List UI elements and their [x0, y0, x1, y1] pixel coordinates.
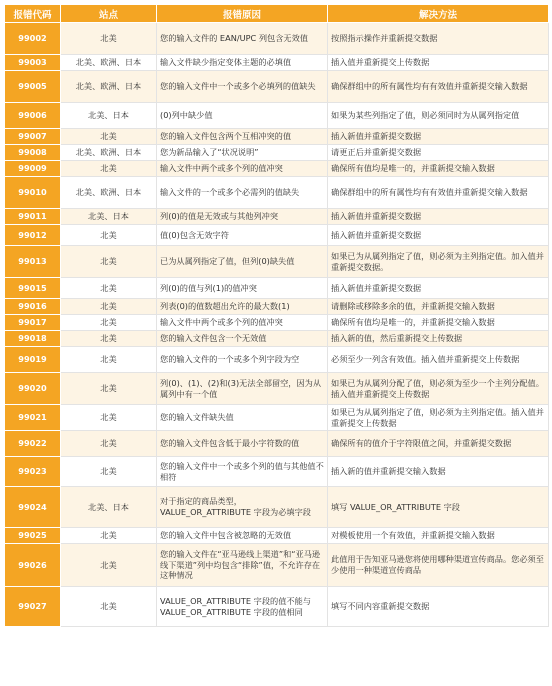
reason-cell: VALUE_OR_ATTRIBUTE 字段的值不能与 VALUE_OR_ATTRIBUTE 字段的值相同 [157, 587, 328, 627]
reason-cell: 您的输入文件包含一个无效值 [157, 331, 328, 347]
solution-cell: 如果已为从属列指定了值，则必须为主列指定值。插入值并重新提交上传数据 [328, 405, 549, 431]
reason-cell: 您的输入文件中一个或多个列的值与其他值不相符 [157, 457, 328, 487]
reason-cell: 您的输入文件的一个或多个列字段为空 [157, 347, 328, 373]
table-row [5, 487, 549, 528]
table-row [5, 161, 549, 177]
site-cell: 北美 [61, 23, 157, 55]
solution-cell: 请更正后并重新提交数据 [328, 145, 549, 161]
header-reason: 报错原因 [157, 5, 328, 23]
site-cell: 北美、欧洲、日本 [61, 71, 157, 103]
table-row [5, 431, 549, 457]
reason-cell: 值(0)包含无效字符 [157, 225, 328, 246]
table-row [5, 457, 549, 487]
reason-cell: 您为新品输入了“状况说明” [157, 145, 328, 161]
reason-cell: 您的输入文件在“亚马逊线上渠道”和“亚马逊线下渠道”列中均包含“排除”值，不允许存在这种情况 [157, 544, 328, 587]
site-cell: 北美 [61, 225, 157, 246]
site-cell: 北美 [61, 405, 157, 431]
solution-cell: 填写不同内容重新提交数据 [328, 587, 549, 627]
solution-cell: 此值用于告知亚马逊您将使用哪种渠道宣传商品。您必须至少使用一种渠道宣传商品 [328, 544, 549, 587]
error-code-cell: 99008 [5, 145, 61, 161]
error-code-cell: 99002 [5, 23, 61, 55]
site-cell: 北美 [61, 246, 157, 278]
reason-cell: (0)列中缺少值 [157, 103, 328, 129]
error-code-cell: 99018 [5, 331, 61, 347]
table-row [5, 299, 549, 315]
solution-cell: 如果为某些列指定了值，则必须同时为从属列指定值 [328, 103, 549, 129]
table-row [5, 225, 549, 246]
solution-cell: 对模板使用一个有效值，并重新提交输入数据 [328, 528, 549, 544]
solution-cell: 请删除或移除多余的值，并重新提交输入数据 [328, 299, 549, 315]
error-code-cell: 99015 [5, 278, 61, 299]
solution-cell: 确保所有值均是唯一的，并重新提交输入数据 [328, 315, 549, 331]
site-cell: 北美 [61, 528, 157, 544]
site-cell: 北美、日本 [61, 103, 157, 129]
site-cell: 北美、日本 [61, 209, 157, 225]
solution-cell: 确保群组中的所有属性均有有效值并重新提交输入数据 [328, 177, 549, 209]
solution-cell: 必须至少一列含有效值。插入值并重新提交上传数据 [328, 347, 549, 373]
error-code-cell: 99016 [5, 299, 61, 315]
reason-cell: 输入文件的一个或多个必需列的值缺失 [157, 177, 328, 209]
header-error-code: 报错代码 [5, 5, 61, 23]
error-code-cell: 99017 [5, 315, 61, 331]
solution-cell: 插入新的值，然后重新提交上传数据 [328, 331, 549, 347]
site-cell: 北美 [61, 129, 157, 145]
header-solution: 解决方法 [328, 5, 549, 23]
error-code-cell: 99009 [5, 161, 61, 177]
site-cell: 北美 [61, 431, 157, 457]
reason-cell: 输入文件中两个或多个列的值冲突 [157, 315, 328, 331]
table-row [5, 315, 549, 331]
site-cell: 北美 [61, 331, 157, 347]
site-cell: 北美 [61, 347, 157, 373]
table-row [5, 587, 549, 627]
site-cell: 北美 [61, 315, 157, 331]
site-cell: 北美 [61, 373, 157, 405]
solution-cell: 如果已为从属列指定了值，则必须为主列指定值。加入值并重新提交数据。 [328, 246, 549, 278]
error-code-cell: 99023 [5, 457, 61, 487]
reason-cell: 您的输入文件缺失值 [157, 405, 328, 431]
table-row [5, 331, 549, 347]
site-cell: 北美、欧洲、日本 [61, 177, 157, 209]
table-row [5, 405, 549, 431]
reason-cell: 已为从属列指定了值，但列(0)缺失值 [157, 246, 328, 278]
reason-cell: 列(0)的值是无效或与其他列冲突 [157, 209, 328, 225]
table-row [5, 528, 549, 544]
solution-cell: 填写 VALUE_OR_ATTRIBUTE 字段 [328, 487, 549, 528]
table-row [5, 246, 549, 278]
error-code-cell: 99011 [5, 209, 61, 225]
solution-cell: 插入值并重新提交上传数据 [328, 55, 549, 71]
solution-cell: 插入新值并重新提交数据 [328, 209, 549, 225]
error-code-cell: 99027 [5, 587, 61, 627]
solution-cell: 插入新值并重新提交数据 [328, 278, 549, 299]
site-cell: 北美、日本 [61, 487, 157, 528]
site-cell: 北美、欧洲、日本 [61, 145, 157, 161]
table-row [5, 278, 549, 299]
solution-cell: 按照指示操作并重新提交数据 [328, 23, 549, 55]
reason-cell: 列(0)、(1)、(2)和(3)无法全部留空，因为从属列中有一个值 [157, 373, 328, 405]
error-code-cell: 99003 [5, 55, 61, 71]
table-row [5, 373, 549, 405]
error-code-table [4, 4, 549, 627]
site-cell: 北美、欧洲、日本 [61, 55, 157, 71]
solution-cell: 插入新值并重新提交数据 [328, 225, 549, 246]
table-row [5, 55, 549, 71]
table-header-row [5, 5, 549, 23]
site-cell: 北美 [61, 587, 157, 627]
table-row [5, 209, 549, 225]
error-code-cell: 99012 [5, 225, 61, 246]
table-body [5, 23, 549, 627]
site-cell: 北美 [61, 544, 157, 587]
error-code-cell: 99013 [5, 246, 61, 278]
error-code-cell: 99005 [5, 71, 61, 103]
error-code-cell: 99006 [5, 103, 61, 129]
reason-cell: 对于指定的商品类型，VALUE_OR_ATTRIBUTE 字段为必填字段 [157, 487, 328, 528]
reason-cell: 列表(0)的值数超出允许的最大数(1) [157, 299, 328, 315]
error-code-cell: 99024 [5, 487, 61, 528]
error-code-cell: 99021 [5, 405, 61, 431]
solution-cell: 插入新的值并重新提交输入数据 [328, 457, 549, 487]
solution-cell: 确保所有的值介于字符限值之间，并重新提交数据 [328, 431, 549, 457]
reason-cell: 您的输入文件中包含被忽略的无效值 [157, 528, 328, 544]
table-row [5, 347, 549, 373]
table-row [5, 23, 549, 55]
error-code-cell: 99007 [5, 129, 61, 145]
site-cell: 北美 [61, 278, 157, 299]
reason-cell: 您的输入文件包含两个互相冲突的值 [157, 129, 328, 145]
table-row [5, 103, 549, 129]
reason-cell: 列(0)的值与列(1)的值冲突 [157, 278, 328, 299]
table-row [5, 71, 549, 103]
solution-cell: 插入新值并重新提交数据 [328, 129, 549, 145]
reason-cell: 您的输入文件包含低于最小字符数的值 [157, 431, 328, 457]
reason-cell: 输入文件中两个或多个列的值冲突 [157, 161, 328, 177]
table-row [5, 129, 549, 145]
solution-cell: 确保群组中的所有属性均有有效值并重新提交输入数据 [328, 71, 549, 103]
site-cell: 北美 [61, 457, 157, 487]
error-code-cell: 99025 [5, 528, 61, 544]
table-row [5, 145, 549, 161]
solution-cell: 如果已为从属列分配了值，则必须为至少一个主列分配值。插入值并重新提交上传数据 [328, 373, 549, 405]
table-row [5, 177, 549, 209]
error-code-cell: 99020 [5, 373, 61, 405]
table-row [5, 544, 549, 587]
reason-cell: 输入文件缺少指定变体主题的必填值 [157, 55, 328, 71]
error-code-cell: 99019 [5, 347, 61, 373]
site-cell: 北美 [61, 299, 157, 315]
site-cell: 北美 [61, 161, 157, 177]
reason-cell: 您的输入文件中一个或多个必填列的值缺失 [157, 71, 328, 103]
error-code-cell: 99022 [5, 431, 61, 457]
header-site: 站点 [61, 5, 157, 23]
reason-cell: 您的输入文件的 EAN/UPC 列包含无效值 [157, 23, 328, 55]
error-code-cell: 99010 [5, 177, 61, 209]
error-code-cell: 99026 [5, 544, 61, 587]
solution-cell: 确保所有值均是唯一的，并重新提交输入数据 [328, 161, 549, 177]
